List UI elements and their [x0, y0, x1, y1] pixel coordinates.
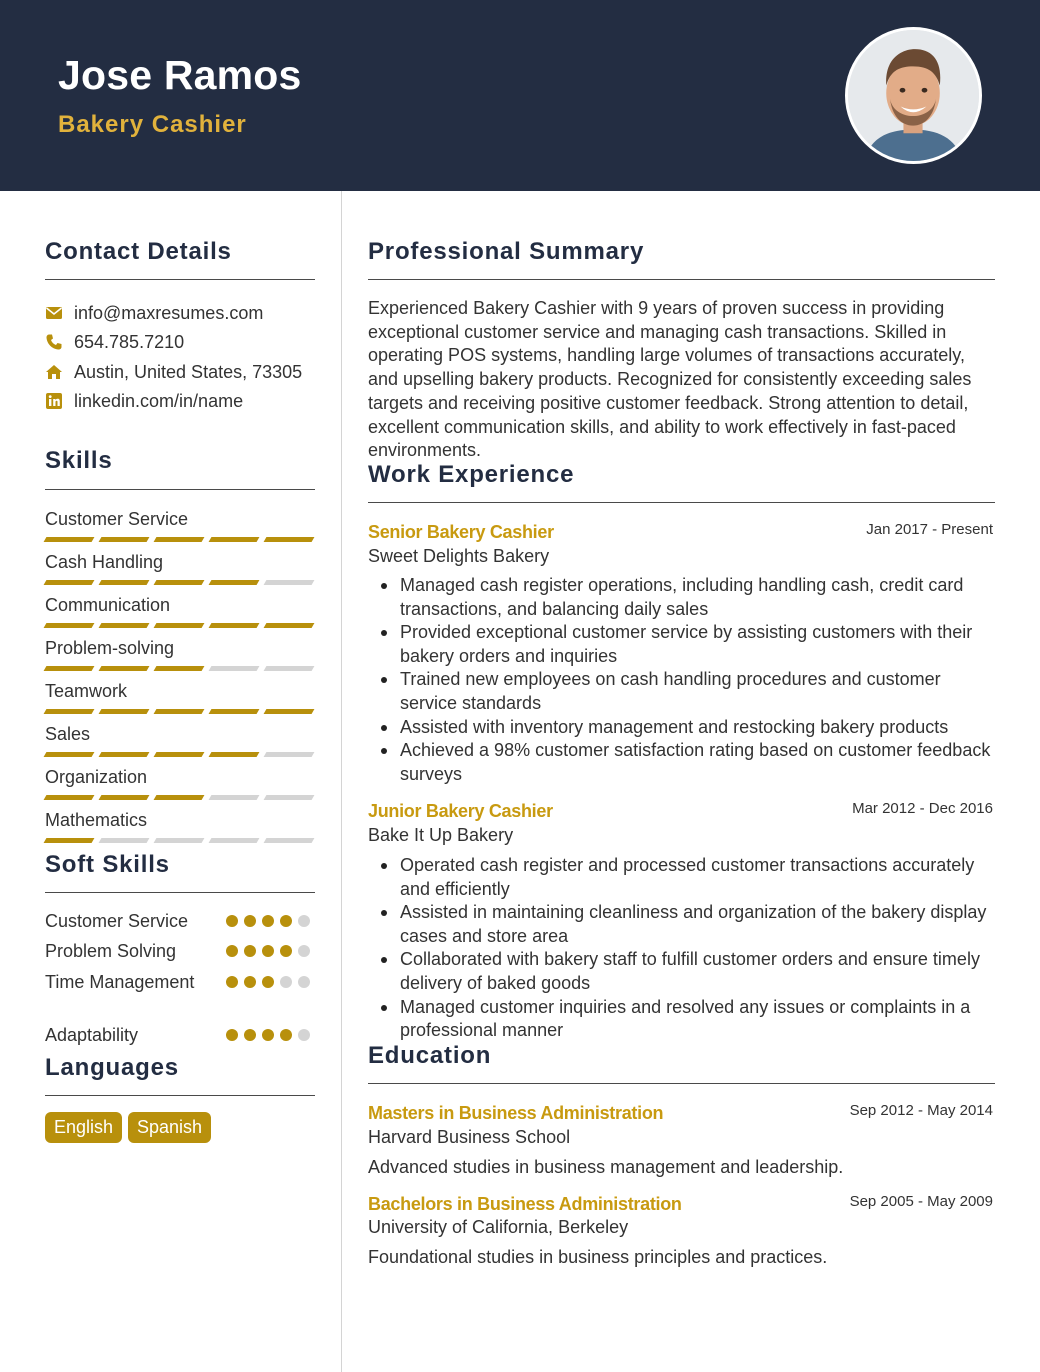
education-section-title: Education — [368, 1042, 492, 1069]
skill-level-segment — [154, 580, 205, 585]
experience-divider — [368, 502, 995, 503]
skill-level-bar — [45, 666, 313, 671]
skill-level-segment — [44, 580, 95, 585]
summary-text: Experienced Bakery Cashier with 9 years of proven success in providing exceptional customer service and managing cash transactions. Skilled in operating POS systems, handling large volumes of transactions accurately, and upselling bakery products. Recognized for consistently exceeding sales targets and receiving positive customer feedback. Strong attention to detail, excellent communication skills, and ability to work effectively in fast-paced environments. — [368, 298, 972, 461]
skill-level-segment — [209, 580, 260, 585]
list-item: Trained new employees on cash handling procedures and customer service standards — [368, 668, 996, 715]
list-item: Managed cash register operations, including handling cash, credit card transactions, and balancing daily sales — [368, 574, 996, 621]
edu-degree: Masters in Business Administration — [368, 1103, 664, 1123]
skill-level-segment — [44, 795, 95, 800]
job-date: Mar 2012 - Dec 2016 — [852, 800, 993, 817]
edu-school: University of California, Berkeley — [368, 1217, 629, 1237]
skill-level-segment — [99, 752, 150, 757]
avatar-photo — [845, 27, 982, 164]
job-role: Senior Bakery Cashier — [368, 522, 554, 542]
candidate-job-title: Bakery Cashier — [58, 111, 247, 138]
rating-dot — [298, 1029, 310, 1041]
job-company: Bake It Up Bakery — [368, 825, 514, 845]
contact-divider — [45, 279, 315, 280]
soft-skills-section-title: Soft Skills — [45, 851, 170, 878]
soft-skill-rating — [226, 915, 310, 927]
experience-section-title: Work Experience — [368, 461, 575, 488]
skill-name: Mathematics — [45, 810, 148, 830]
contact-linkedin-text: linkedin.com/in/name — [74, 390, 244, 411]
skill-level-segment — [154, 623, 205, 628]
skill-level-segment — [264, 752, 315, 757]
rating-dot — [226, 945, 238, 957]
contact-address — [45, 360, 302, 384]
contact-section-title: Contact Details — [45, 238, 232, 265]
skill-level-segment — [99, 795, 150, 800]
rating-dot — [226, 976, 238, 988]
rating-dot — [262, 1029, 274, 1041]
skill-level-segment — [209, 666, 260, 671]
contact-address-text: Austin, United States, 73305 — [74, 361, 303, 382]
skill-level-segment — [209, 752, 260, 757]
linkedin-icon — [45, 392, 63, 410]
skill-name: Cash Handling — [45, 552, 164, 572]
skill-level-segment — [99, 537, 150, 542]
list-item: Operated cash register and processed customer transactions accurately and efficiently — [368, 854, 996, 901]
skill-level-segment — [154, 709, 205, 714]
skill-level-segment — [44, 709, 95, 714]
language-pill: English — [45, 1112, 122, 1143]
skill-level-segment — [264, 623, 315, 628]
skill-level-segment — [154, 752, 205, 757]
list-item: Provided exceptional customer service by assisting customers with their bakery orders and inquiries — [368, 621, 996, 668]
soft-skill-name: Customer Service — [45, 911, 189, 931]
edu-date: Sep 2005 - May 2009 — [849, 1193, 993, 1210]
skill-level-segment — [44, 752, 95, 757]
rating-dot — [298, 976, 310, 988]
rating-dot — [244, 915, 256, 927]
skill-level-bar — [45, 580, 313, 585]
skill-level-segment — [154, 537, 205, 542]
rating-dot — [280, 1029, 292, 1041]
skill-level-bar — [45, 838, 313, 843]
list-item: Achieved a 98% customer satisfaction rating based on customer feedback surveys — [368, 739, 996, 786]
skill-name: Problem-solving — [45, 638, 175, 658]
contact-email[interactable] — [45, 301, 263, 325]
contact-phone[interactable] — [45, 330, 184, 354]
job-bullets — [368, 574, 996, 786]
skill-level-bar — [45, 623, 313, 628]
edu-description: Foundational studies in business principles and practices. — [368, 1247, 828, 1267]
soft-skill-name: Adaptability — [45, 1025, 139, 1045]
skill-level-segment — [264, 537, 315, 542]
list-item: Assisted with inventory management and restocking bakery products — [368, 716, 996, 740]
rating-dot — [280, 945, 292, 957]
skill-level-segment — [44, 838, 95, 843]
edu-school: Harvard Business School — [368, 1127, 571, 1147]
rating-dot — [226, 915, 238, 927]
skill-name: Teamwork — [45, 681, 128, 701]
list-item: Assisted in maintaining cleanliness and organization of the bakery display cases and store area — [368, 901, 996, 948]
summary-divider — [368, 279, 995, 280]
skill-level-bar — [45, 752, 313, 757]
edu-degree: Bachelors in Business Administration — [368, 1194, 682, 1214]
skill-level-segment — [264, 709, 315, 714]
rating-dot — [226, 1029, 238, 1041]
skill-level-segment — [99, 666, 150, 671]
skill-level-bar — [45, 537, 313, 542]
envelope-icon — [45, 304, 63, 322]
avatar-illustration — [848, 30, 979, 161]
contact-linkedin[interactable] — [45, 389, 243, 413]
soft-skills-divider — [45, 892, 315, 893]
rating-dot — [244, 1029, 256, 1041]
edu-date: Sep 2012 - May 2014 — [849, 1102, 993, 1119]
job-date: Jan 2017 - Present — [866, 521, 993, 538]
candidate-name: Jose Ramos — [58, 52, 302, 98]
skill-level-segment — [209, 623, 260, 628]
job-role: Junior Bakery Cashier — [368, 801, 553, 821]
education-divider — [368, 1083, 995, 1084]
skill-name: Sales — [45, 724, 91, 744]
soft-skill-rating — [226, 976, 310, 988]
skills-divider — [45, 489, 315, 490]
skill-level-segment — [154, 666, 205, 671]
job-company: Sweet Delights Bakery — [368, 546, 550, 566]
list-item: Managed customer inquiries and resolved any issues or complaints in a professional manner — [368, 996, 996, 1043]
soft-skill-rating — [226, 945, 310, 957]
skill-level-segment — [99, 623, 150, 628]
job-bullets — [368, 854, 996, 1043]
rating-dot — [298, 915, 310, 927]
resume-header — [0, 0, 1040, 191]
skill-level-segment — [44, 666, 95, 671]
skills-section-title: Skills — [45, 447, 113, 474]
skill-level-segment — [209, 709, 260, 714]
edu-description: Advanced studies in business management and leadership. — [368, 1157, 844, 1177]
phone-icon — [45, 333, 63, 351]
skill-level-bar — [45, 795, 313, 800]
skill-level-bar — [45, 709, 313, 714]
skill-level-segment — [154, 795, 205, 800]
soft-skill-name: Time Management — [45, 972, 195, 992]
skill-level-segment — [264, 580, 315, 585]
skill-level-segment — [44, 623, 95, 628]
skill-name: Communication — [45, 595, 171, 615]
contact-phone-text: 654.785.7210 — [74, 331, 185, 352]
skill-level-segment — [209, 838, 260, 843]
languages-divider — [45, 1095, 315, 1096]
column-divider — [341, 191, 342, 1372]
rating-dot — [280, 915, 292, 927]
skill-name: Customer Service — [45, 509, 189, 529]
rating-dot — [244, 976, 256, 988]
skill-level-segment — [264, 795, 315, 800]
contact-email-text: info@maxresumes.com — [74, 302, 264, 323]
rating-dot — [262, 945, 274, 957]
skill-level-segment — [99, 709, 150, 714]
language-pill: Spanish — [128, 1112, 211, 1143]
skill-level-segment — [99, 580, 150, 585]
skill-level-segment — [264, 838, 315, 843]
soft-skill-rating — [226, 1029, 310, 1041]
home-icon — [45, 363, 63, 381]
skill-level-segment — [264, 666, 315, 671]
skill-level-segment — [209, 537, 260, 542]
skill-name: Organization — [45, 767, 148, 787]
soft-skill-name: Problem Solving — [45, 941, 177, 961]
skill-level-segment — [44, 537, 95, 542]
rating-dot — [244, 945, 256, 957]
rating-dot — [280, 976, 292, 988]
languages-section-title: Languages — [45, 1054, 179, 1081]
rating-dot — [262, 915, 274, 927]
skill-level-segment — [99, 838, 150, 843]
rating-dot — [262, 976, 274, 988]
skill-level-segment — [209, 795, 260, 800]
list-item: Collaborated with bakery staff to fulfill customer orders and ensure timely delivery of baked goods — [368, 948, 996, 995]
rating-dot — [298, 945, 310, 957]
summary-section-title: Professional Summary — [368, 238, 645, 265]
skill-level-segment — [154, 838, 205, 843]
